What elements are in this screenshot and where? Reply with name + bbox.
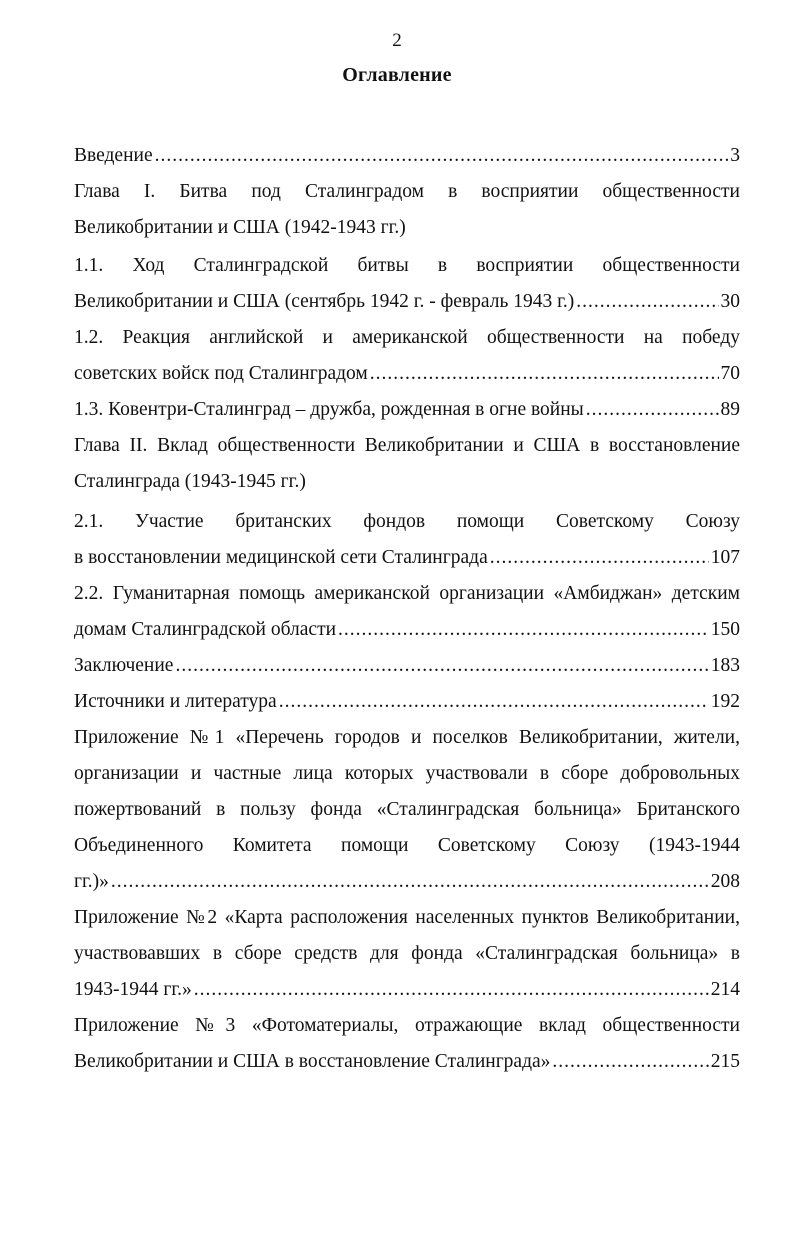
toc-page-number: 214 xyxy=(710,979,740,1000)
toc-entry-line: Объединенного Комитета помощи Советскому Союзу (1943-1944 xyxy=(74,835,740,856)
toc-page-number: 150 xyxy=(710,619,740,640)
toc-entry-line: организации и частные лица которых участвовали в сборе добровольных xyxy=(74,763,740,784)
dot-leader xyxy=(279,684,709,720)
toc-page-number: 183 xyxy=(710,655,740,676)
toc-entry-line: домам Сталинградской области xyxy=(74,619,337,640)
toc-entry-line: 2.2. Гуманитарная помощь американской организации «Амбиджан» детским xyxy=(74,583,740,604)
toc-page-number: 107 xyxy=(710,547,740,568)
toc-page-number: 70 xyxy=(720,363,740,384)
toc-entry-section-1-3 xyxy=(74,392,740,428)
toc-page-number: 30 xyxy=(720,291,740,312)
toc-entry-section-2-2 xyxy=(74,576,740,648)
toc-entry-line: Приложение №1 «Перечень городов и поселков Великобритании, жители, xyxy=(74,727,740,748)
toc-entry-title: 1.3. Ковентри-Сталинград – дружба, рожденная в огне войны xyxy=(74,399,584,420)
dot-leader xyxy=(175,648,708,684)
toc-entry-line: советских войск под Сталинградом xyxy=(74,363,368,384)
dot-leader xyxy=(370,356,719,392)
dot-leader xyxy=(338,612,709,648)
toc-entry-line: гг.)» xyxy=(74,871,109,892)
toc-entry-line: 2.1. Участие британских фондов помощи Советскому Союзу xyxy=(74,511,740,532)
toc-entry-line: Приложение №2 «Карта расположения населенных пунктов Великобритании, xyxy=(74,907,740,928)
toc-entry-appendix-3 xyxy=(74,1008,740,1080)
toc-entry-line: 1.1. Ход Сталинградской битвы в восприятии общественности xyxy=(74,255,740,276)
toc-entry-appendix-2 xyxy=(74,900,740,1008)
toc-entry-line: 1.2. Реакция английской и американской общественности на победу xyxy=(74,327,740,348)
toc-entry-line: в восстановлении медицинской сети Сталинграда xyxy=(74,547,488,568)
toc-page-number: 89 xyxy=(720,399,740,420)
toc-entry-section-2-1 xyxy=(74,504,740,576)
toc-entry-line: Глава I. Битва под Сталинградом в восприятии общественности xyxy=(74,181,740,202)
toc-page-number: 3 xyxy=(730,145,740,166)
toc-entry-title: Заключение xyxy=(74,655,174,676)
toc-entry-line: участвовавших в сборе средств для фонда «Сталинградская больница» в xyxy=(74,943,740,964)
dot-leader xyxy=(552,1044,708,1080)
toc-entry-title: Введение xyxy=(74,145,153,166)
toc-entry-line: 1943-1944 гг.» xyxy=(74,979,192,1000)
toc-entry-line: Великобритании и США (1942-1943 гг.) xyxy=(74,217,406,238)
page-title: Оглавление xyxy=(342,64,452,86)
dot-leader xyxy=(576,284,718,320)
toc-entry-intro xyxy=(74,138,740,174)
dot-leader xyxy=(155,138,729,174)
toc-entry-appendix-1 xyxy=(74,720,740,900)
table-of-contents xyxy=(74,138,740,1080)
dot-leader xyxy=(111,864,709,900)
toc-page-number: 215 xyxy=(710,1051,740,1072)
toc-entry-line: Приложение №3 «Фотоматериалы, отражающие вклад общественности xyxy=(74,1015,740,1036)
toc-entry-chapter-2 xyxy=(74,428,740,500)
toc-entry-title: Источники и литература xyxy=(74,691,277,712)
toc-entry-section-1-2 xyxy=(74,320,740,392)
toc-entry-chapter-1 xyxy=(74,174,740,246)
dot-leader xyxy=(586,392,719,428)
toc-entry-section-1-1 xyxy=(74,248,740,320)
toc-entry-line: пожертвований в пользу фонда «Сталинградская больница» Британского xyxy=(74,799,740,820)
dot-leader xyxy=(194,972,709,1008)
toc-entry-sources xyxy=(74,684,740,720)
toc-page-number: 208 xyxy=(710,871,740,892)
toc-page-number: 192 xyxy=(710,691,740,712)
page-number: 2 xyxy=(392,30,402,51)
toc-entry-line: Великобритании и США (сентябрь 1942 г. - февраль 1943 г.) xyxy=(74,291,575,312)
toc-entry-line: Сталинграда (1943-1945 гг.) xyxy=(74,471,306,492)
toc-entry-line: Глава II. Вклад общественности Великобритании и США в восстановление xyxy=(74,435,740,456)
toc-entry-conclusion xyxy=(74,648,740,684)
toc-entry-line: Великобритании и США в восстановление Сталинграда» xyxy=(74,1051,551,1072)
dot-leader xyxy=(490,540,709,576)
